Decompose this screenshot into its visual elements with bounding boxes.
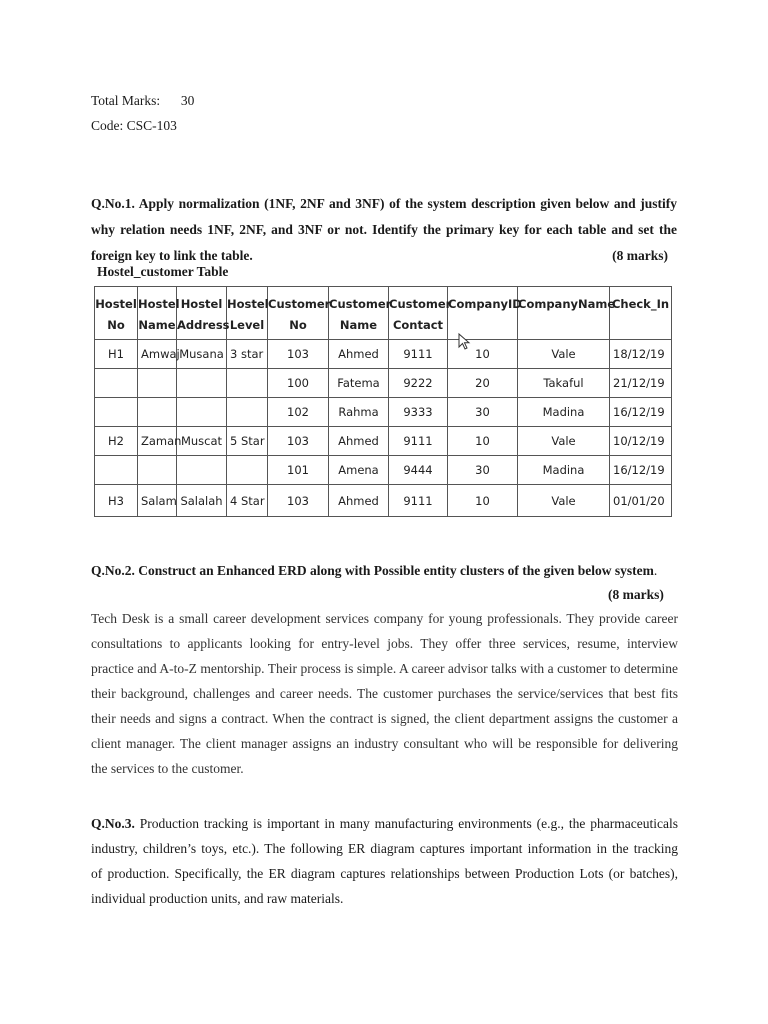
table-cell [138, 398, 177, 427]
q1-marks: (8 marks) [612, 248, 668, 263]
table-cell: Amwaj [138, 340, 177, 369]
q2-description [91, 606, 678, 781]
table-row [95, 398, 672, 427]
table-cell: 9444 [389, 456, 448, 485]
table-cell [95, 398, 138, 427]
mouse-pointer-icon [458, 333, 472, 351]
table-cell [95, 369, 138, 398]
table-title: Hostel_customer Table [97, 264, 229, 279]
table-cell [227, 456, 268, 485]
table-row [95, 485, 672, 517]
column-header: Hostel [177, 287, 227, 312]
table-cell: 9111 [389, 427, 448, 456]
q2-line: their needs and signs a contract. When the contract is signed, the client department assigns the customer a [91, 711, 678, 726]
q2-line: the services to the customer. [91, 761, 244, 776]
table-cell: 10 [448, 485, 518, 517]
table-cell: 01/01/20 [610, 485, 672, 517]
q2-heading [91, 563, 657, 579]
column-header: Contact [389, 311, 448, 340]
table-row [95, 427, 672, 456]
column-header: Hostel [138, 287, 177, 312]
table-cell [177, 398, 227, 427]
table-cell: 10/12/19 [610, 427, 672, 456]
column-header: Hostel [95, 287, 138, 312]
total-marks-value: 30 [180, 93, 195, 108]
question-1 [91, 191, 677, 269]
table-cell: 102 [268, 398, 329, 427]
table-cell [227, 369, 268, 398]
table-cell: 10 [448, 340, 518, 369]
column-header [518, 311, 610, 340]
table-cell: 10 [448, 427, 518, 456]
table-cell: 103 [268, 340, 329, 369]
q1-line: foreign key to link the table. [91, 248, 253, 263]
table-cell: 103 [268, 485, 329, 517]
q3-line: individual production units, and raw materials. [91, 891, 344, 906]
table-cell: Ahmed [329, 340, 389, 369]
q3-line: Production tracking is important in many manufacturing environments (e.g., the pharmaceuticals [134, 816, 678, 831]
table-cell: 3 star [227, 340, 268, 369]
q2-heading-period: . [653, 563, 658, 578]
column-header: Customer [389, 287, 448, 312]
table-cell [95, 456, 138, 485]
table-header-row [95, 311, 672, 340]
table-cell: Madina [518, 456, 610, 485]
column-header: CompanyName [518, 287, 610, 312]
table-cell: Ahmed [329, 427, 389, 456]
q3-line: of production. Specifically, the ER diagram captures relationships between Production Lots (or batches), [91, 866, 678, 881]
table-cell: Amena [329, 456, 389, 485]
table-cell: 103 [268, 427, 329, 456]
column-header: Hostel [227, 287, 268, 312]
table-row [95, 456, 672, 485]
total-marks-label: Total Marks: [91, 93, 161, 108]
table-cell: Salam [138, 485, 177, 517]
column-header: No [95, 311, 138, 340]
table-cell: Rahma [329, 398, 389, 427]
table-cell: Vale [518, 427, 610, 456]
q1-line: Q.No.1. Apply normalization (1NF, 2NF and 3NF) of the system description given below and justify [91, 196, 677, 211]
q1-line: why relation needs 1NF, 2NF, and 3NF or not. Identify the primary key for each table and set the [91, 222, 677, 237]
table-cell: 18/12/19 [610, 340, 672, 369]
table-cell [227, 398, 268, 427]
q2-line: consultations to applicants looking for entry-level jobs. They offer three services, resume, interview [91, 636, 678, 651]
q2-line: practice and A-to-Z mentorship. Their process is simple. A career advisor talks with a customer to determine [91, 661, 678, 676]
q2-marks: (8 marks) [608, 587, 664, 602]
table-cell: 9111 [389, 485, 448, 517]
table-cell: 9111 [389, 340, 448, 369]
table-cell: 16/12/19 [610, 398, 672, 427]
table-cell: Madina [518, 398, 610, 427]
table-cell: 9333 [389, 398, 448, 427]
table-cell: Ahmed [329, 485, 389, 517]
table-header-row [95, 287, 672, 312]
table-cell: 100 [268, 369, 329, 398]
total-marks [91, 93, 194, 109]
column-header: Address [177, 311, 227, 340]
table-cell [177, 456, 227, 485]
table-cell: 30 [448, 398, 518, 427]
table-cell: 101 [268, 456, 329, 485]
q3-line: industry, children’s toys, etc.). The following ER diagram captures important information in the tracking [91, 841, 678, 856]
table-cell: 5 Star [227, 427, 268, 456]
table-cell: 21/12/19 [610, 369, 672, 398]
q3-label: Q.No.3. [91, 816, 135, 831]
table-cell: Vale [518, 485, 610, 517]
table-cell: 4 Star [227, 485, 268, 517]
column-header: No [268, 311, 329, 340]
column-header [610, 311, 672, 340]
table-cell [177, 369, 227, 398]
q2-line: their background, challenges and career needs. The customer purchases the service/services that best fits [91, 686, 678, 701]
column-header: Level [227, 311, 268, 340]
column-header: CompanyID [448, 287, 518, 312]
course-code: Code: CSC-103 [91, 118, 177, 133]
column-header: Customer [329, 287, 389, 312]
table-cell: H3 [95, 485, 138, 517]
table-cell: 16/12/19 [610, 456, 672, 485]
q3-first-line [91, 811, 678, 836]
table-cell: 9222 [389, 369, 448, 398]
table-cell: Salalah [177, 485, 227, 517]
table-cell: Musana [177, 340, 227, 369]
table-cell: 20 [448, 369, 518, 398]
column-header: Customer [268, 287, 329, 312]
table-cell: Zaman [138, 427, 177, 456]
table-row [95, 369, 672, 398]
q2-heading-text: Q.No.2. Construct an Enhanced ERD along with Possible entity clusters of the given below system [91, 563, 654, 578]
column-header: Name [329, 311, 389, 340]
hostel-customer-table [94, 286, 671, 515]
table-cell: H1 [95, 340, 138, 369]
table-cell: Muscat [177, 427, 227, 456]
table-cell: Takaful [518, 369, 610, 398]
table-cell: Fatema [329, 369, 389, 398]
table-cell: Vale [518, 340, 610, 369]
q2-line: client manager. The client manager assigns an industry consultant who will be responsible for delivering [91, 736, 678, 751]
table-row [95, 340, 672, 369]
table-cell [138, 369, 177, 398]
column-header: Check_In [610, 287, 672, 312]
question-3 [91, 811, 678, 911]
table-cell: 30 [448, 456, 518, 485]
q2-line: Tech Desk is a small career development services company for young professionals. They provide career [91, 611, 678, 626]
table-cell: H2 [95, 427, 138, 456]
table-cell [138, 456, 177, 485]
column-header: Name [138, 311, 177, 340]
